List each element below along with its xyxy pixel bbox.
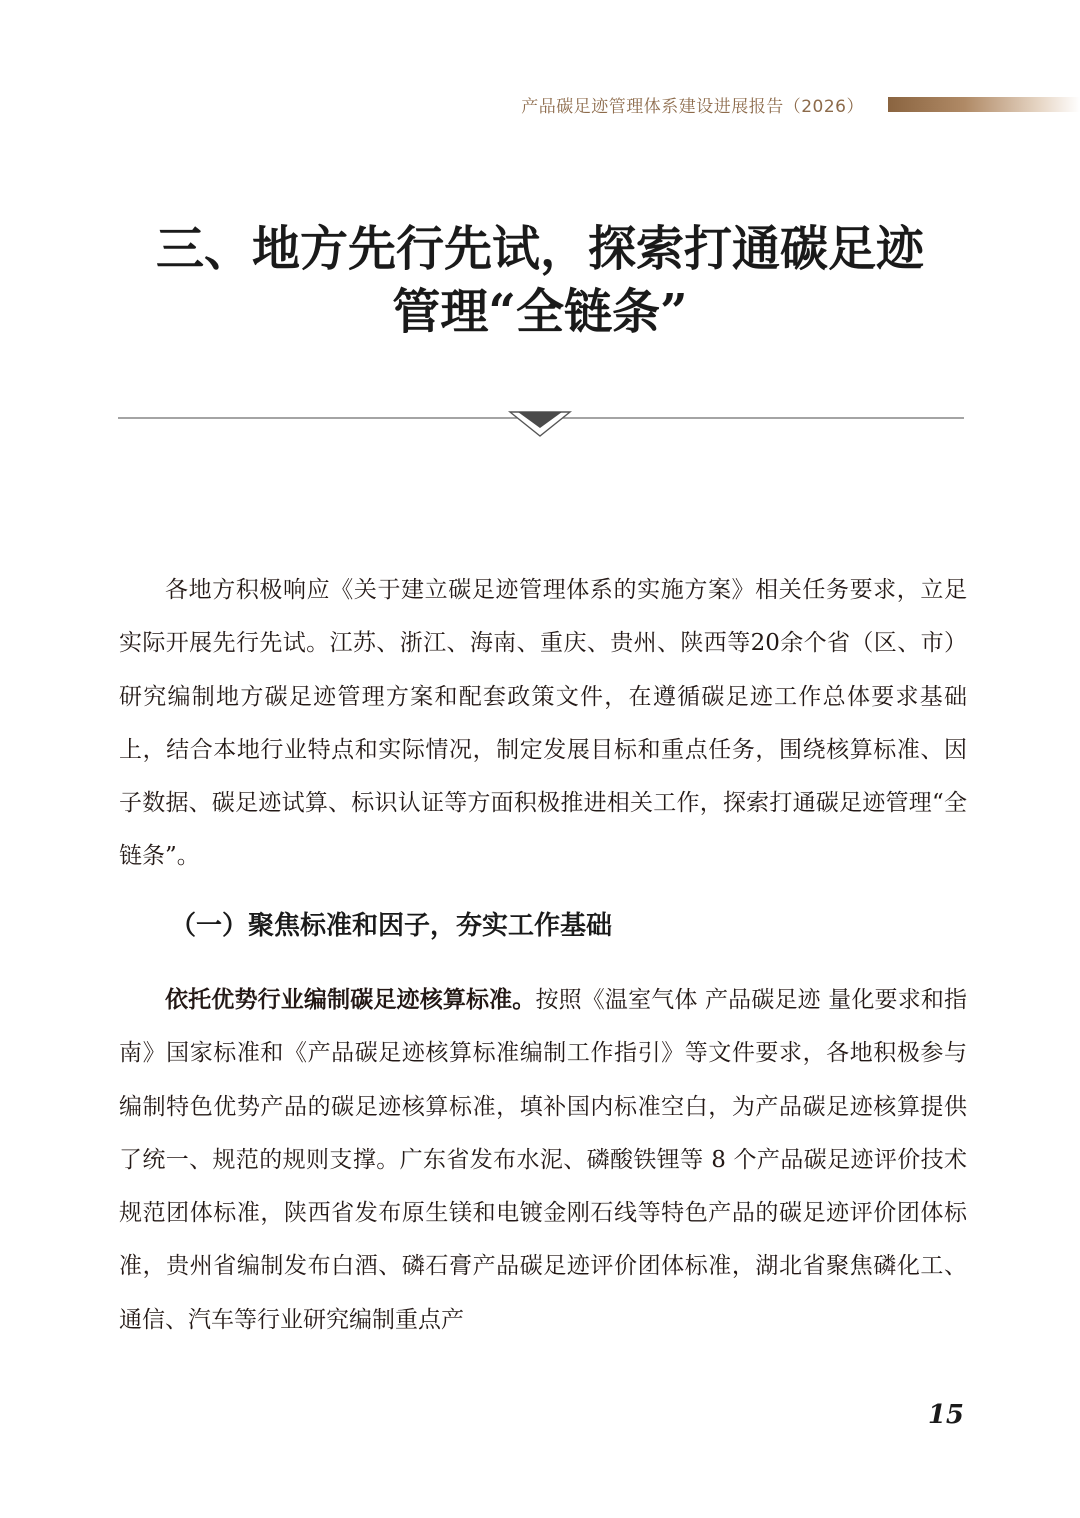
section-paragraph: [119, 973, 967, 1347]
paragraph-body: 按照《温室气体 产品碳足迹 量化要求和指南》国家标准和《产品碳足迹核算标准编制工作指引》等文件要求，各地积极参与编制特色优势产品的碳足迹核算标准，填补国内标准空白，为产品碳足迹核算提供了统一、规范的规则支撑。广东省发布水泥、磷酸铁锂等 8 个产品碳足迹评价技术规范团体标准，陕西省发布原生镁和电镀金刚石线等特色产品的碳足迹评价团体标准，贵州省编制发布白酒、磷石膏产品碳足迹评价团体标准，湖北省聚焦磷化工、通信、汽车等行业研究编制重点产: [119, 987, 968, 1333]
section-heading: （一）聚焦标准和因子，夯实工作基础: [170, 911, 613, 941]
paragraph-lead: 依托优势行业编制碳足迹核算标准。: [165, 986, 536, 1013]
intro-paragraph: 各地方积极响应《关于建立碳足迹管理体系的实施方案》相关任务要求，立足实际开展先行先试。江苏、浙江、海南、重庆、贵州、陕西等20余个省（区、市）研究编制地方碳足迹管理方案和配套政策文件，在遵循碳足迹工作总体要求基础上，结合本地行业特点和实际情况，制定发展目标和重点任务，围绕核算标准、因子数据、碳足迹试算、标识认证等方面积极推进相关工作，探索打通碳足迹管理“全链条”。: [119, 577, 967, 870]
header-accent-bar: [888, 97, 1080, 112]
chapter-title-line-1: 三、地方先行先试，探索打通碳足迹: [155, 221, 924, 277]
title-divider: [118, 410, 964, 440]
triangle-down-icon: [510, 412, 570, 436]
chapter-title-line-2: 管理“全链条”: [392, 284, 688, 340]
running-header-title: 产品碳足迹管理体系建设进展报告（2026）: [521, 97, 864, 117]
page-number: 15: [927, 1400, 964, 1430]
